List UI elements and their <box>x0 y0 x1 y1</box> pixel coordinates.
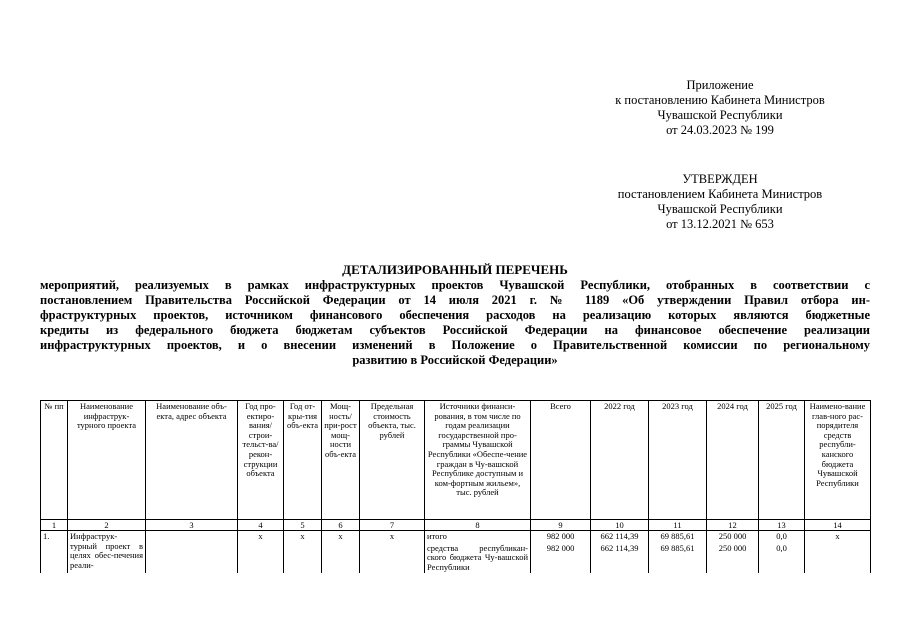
annex-line: к постановлению Кабинета Министров <box>615 93 825 107</box>
subtitle-line: инфраструктурных проектов, и о внесении изменений в Положение о Правительственной комиссии по региональному <box>40 338 870 352</box>
subtitle-line: постановлением Правительства Российской Федерации от 14 июля 2021 г. № 1189 «Об утверждении Правил отбора ин- <box>40 293 870 307</box>
budget-manager-cell <box>805 543 871 574</box>
column-header: 2023 год <box>649 401 707 520</box>
column-number: 13 <box>759 520 805 531</box>
column-header: Год про-ектиро-вания/ строи-тельст-ва/рекон-струкции объекта <box>238 401 284 520</box>
column-header: Предельная стоимость объекта, тыс. рублей <box>360 401 425 520</box>
column-header: Год от-кры-тия объ-екта <box>284 401 322 520</box>
budget-manager-cell: х <box>805 531 871 543</box>
column-number: 4 <box>238 520 284 531</box>
column-header: Всего <box>531 401 591 520</box>
opening-year-cell <box>284 543 322 574</box>
year-2023-cell: 69 885,61 <box>649 531 707 543</box>
document-title: ДЕТАЛИЗИРОВАННЫЙ ПЕРЕЧЕНЬ <box>342 262 568 277</box>
column-number: 3 <box>146 520 238 531</box>
table-row <box>41 531 871 543</box>
year-2024-cell: 250 000 <box>707 543 759 574</box>
projects-table <box>40 400 871 573</box>
column-header: Наименование объ-екта, адрес объекта <box>146 401 238 520</box>
design-year-cell: х <box>238 531 284 543</box>
column-number: 12 <box>707 520 759 531</box>
column-number: 7 <box>360 520 425 531</box>
cost-limit-cell <box>360 543 425 574</box>
cost-limit-cell: х <box>360 531 425 543</box>
capacity-cell: х <box>322 531 360 543</box>
year-2024-cell: 250 000 <box>707 531 759 543</box>
total-cell: 982 000 <box>531 543 591 574</box>
column-header: Источники финанси-рования, в том числе по годам реализации государственной про-граммы Чувашской Республики «Обеспе-чение граждан в Чу-вашской Республике доступным и ком-фортным жильем», тыс. рублей <box>425 401 531 520</box>
total-cell: 982 000 <box>531 531 591 543</box>
object-name-cell <box>146 531 238 574</box>
column-number-row <box>41 520 871 531</box>
year-2022-cell: 662 114,39 <box>591 531 649 543</box>
column-header: № пп <box>41 401 68 520</box>
year-2023-cell: 69 885,61 <box>649 543 707 574</box>
annex-block <box>595 78 845 138</box>
column-header: 2024 год <box>707 401 759 520</box>
approval-line: постановлением Кабинета Министров <box>617 187 823 201</box>
column-number: 5 <box>284 520 322 531</box>
column-header: Наименование инфраструк-турного проекта <box>68 401 146 520</box>
funding-source-cell: средства республикан-ского бюджета Чу-вашской Республики <box>425 543 531 574</box>
column-number: 2 <box>68 520 146 531</box>
year-2022-cell: 662 114,39 <box>591 543 649 574</box>
opening-year-cell: х <box>284 531 322 543</box>
column-header: 2025 год <box>759 401 805 520</box>
column-number: 9 <box>531 520 591 531</box>
column-number: 11 <box>649 520 707 531</box>
annex-line: Приложение <box>686 78 754 92</box>
subtitle-line: кредиты из федерального бюджета бюджетам субъектов Российской Федерации на финансовое обеспечение реализации <box>40 323 870 337</box>
subtitle-line: развитию в Российской Федерации» <box>352 353 558 367</box>
subtitle-line: мероприятий, реализуемых в рамках инфраструктурных проектов Чувашской Республики, отобранных в соответствии с <box>40 278 870 292</box>
subtitle-line: фраструктурных проектов, источником финансового обеспечения расходов на реализацию которых являются бюджетные <box>40 308 870 322</box>
column-number: 6 <box>322 520 360 531</box>
column-number: 8 <box>425 520 531 531</box>
column-number: 1 <box>41 520 68 531</box>
capacity-cell <box>322 543 360 574</box>
approval-line: от 13.12.2021 № 653 <box>666 217 774 231</box>
annex-line: Чувашской Республики <box>657 108 783 122</box>
row-number <box>41 543 68 574</box>
column-number: 10 <box>591 520 649 531</box>
annex-line: от 24.03.2023 № 199 <box>666 123 774 137</box>
column-number: 14 <box>805 520 871 531</box>
approval-line: УТВЕРЖДЕН <box>682 172 758 186</box>
column-header: Мощ-ность/ при-рост мощ-ности объ-екта <box>322 401 360 520</box>
design-year-cell <box>238 543 284 574</box>
approval-block <box>595 172 845 232</box>
project-name-cell: Инфраструк-турный проект в целях обес-печения реали- <box>68 531 146 574</box>
row-number: 1. <box>41 531 68 543</box>
table-header-row <box>41 401 871 520</box>
document-heading <box>40 262 870 368</box>
approval-line: Чувашской Республики <box>657 202 783 216</box>
column-header: 2022 год <box>591 401 649 520</box>
year-2025-cell: 0,0 <box>759 543 805 574</box>
funding-source-cell: итого <box>425 531 531 543</box>
column-header: Наимено-вание глав-ного рас-порядителя средств республи-канского бюджета Чувашской Республики <box>805 401 871 520</box>
year-2025-cell: 0,0 <box>759 531 805 543</box>
